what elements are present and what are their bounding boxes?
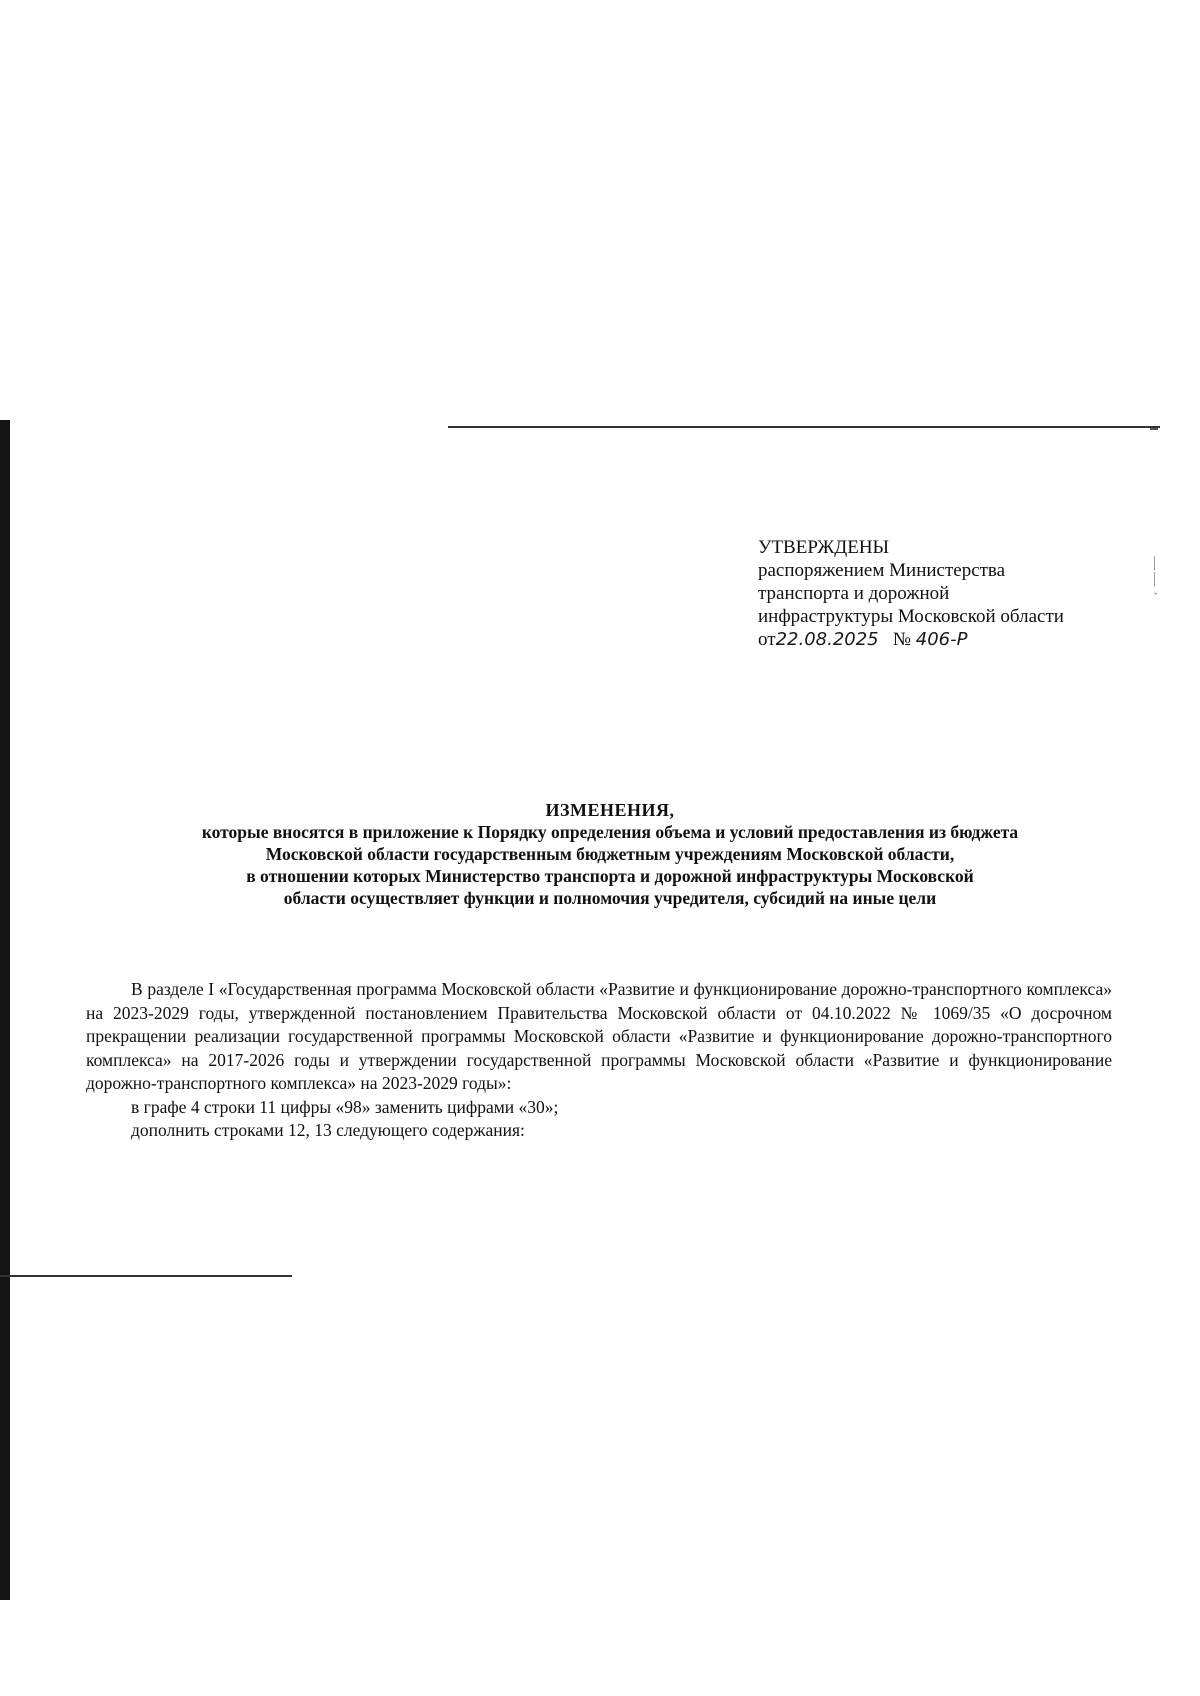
scan-top-tick: [1150, 428, 1158, 430]
document-body: [86, 978, 1112, 1143]
title-line-1: которые вносятся в приложение к Порядку определения объема и условий предоставления из бюджета: [201, 822, 1019, 842]
approval-heading: УТВЕРЖДЕНЫ: [758, 537, 890, 558]
scan-edge-artifact: [0, 420, 10, 1600]
document-title: [90, 799, 1130, 909]
scan-top-line: [448, 426, 1160, 428]
title-main: ИЗМЕНЕНИЯ,: [545, 800, 675, 820]
handwritten-number: 406-Р: [915, 629, 968, 650]
number-prefix: №: [892, 629, 912, 650]
title-line-4: области осуществляет функции и полномочия учредителя, субсидий на иные цели: [283, 888, 937, 908]
body-line-3: дополнить строками 12, 13 следующего содержания:: [131, 1120, 525, 1140]
scan-right-marks: | | ·: [1153, 554, 1159, 603]
scan-bottom-line: [0, 1275, 292, 1277]
handwritten-date: 22.08.2025: [775, 629, 879, 650]
approval-line-2: транспорта и дорожной: [758, 583, 950, 604]
approval-line-3: инфраструктуры Московской области: [758, 606, 1064, 627]
approval-line-1: распоряжением Министерства: [758, 560, 1006, 581]
date-prefix: от: [758, 629, 776, 650]
approval-date-line: [758, 628, 1138, 651]
title-line-3: в отношении которых Министерство транспорта и дорожной инфраструктуры Московской: [246, 866, 974, 886]
title-line-2: Московской области государственным бюджетным учреждениям Московской области,: [265, 844, 955, 864]
body-paragraph-1: В разделе I «Государственная программа Московской области «Развитие и функционирование дорожно-транспортного комплекса» на 2023-2029 годы, утвержденной постановлением Правительства Московской области от 04.10.2022 № 1069/35 «О досрочном прекращении реализации государственной программы Московской области «Развитие и функционирование дорожно-транспортного комплекса» на 2017-2026 годы и утверждении государственной программы Московской области «Развитие и функционирование дорожно-транспортного комплекса» на 2023-2029 годы»:: [86, 979, 1112, 1093]
approval-stamp-block: [758, 536, 1138, 651]
body-line-2: в графе 4 строки 11 цифры «98» заменить цифрами «30»;: [131, 1096, 559, 1117]
